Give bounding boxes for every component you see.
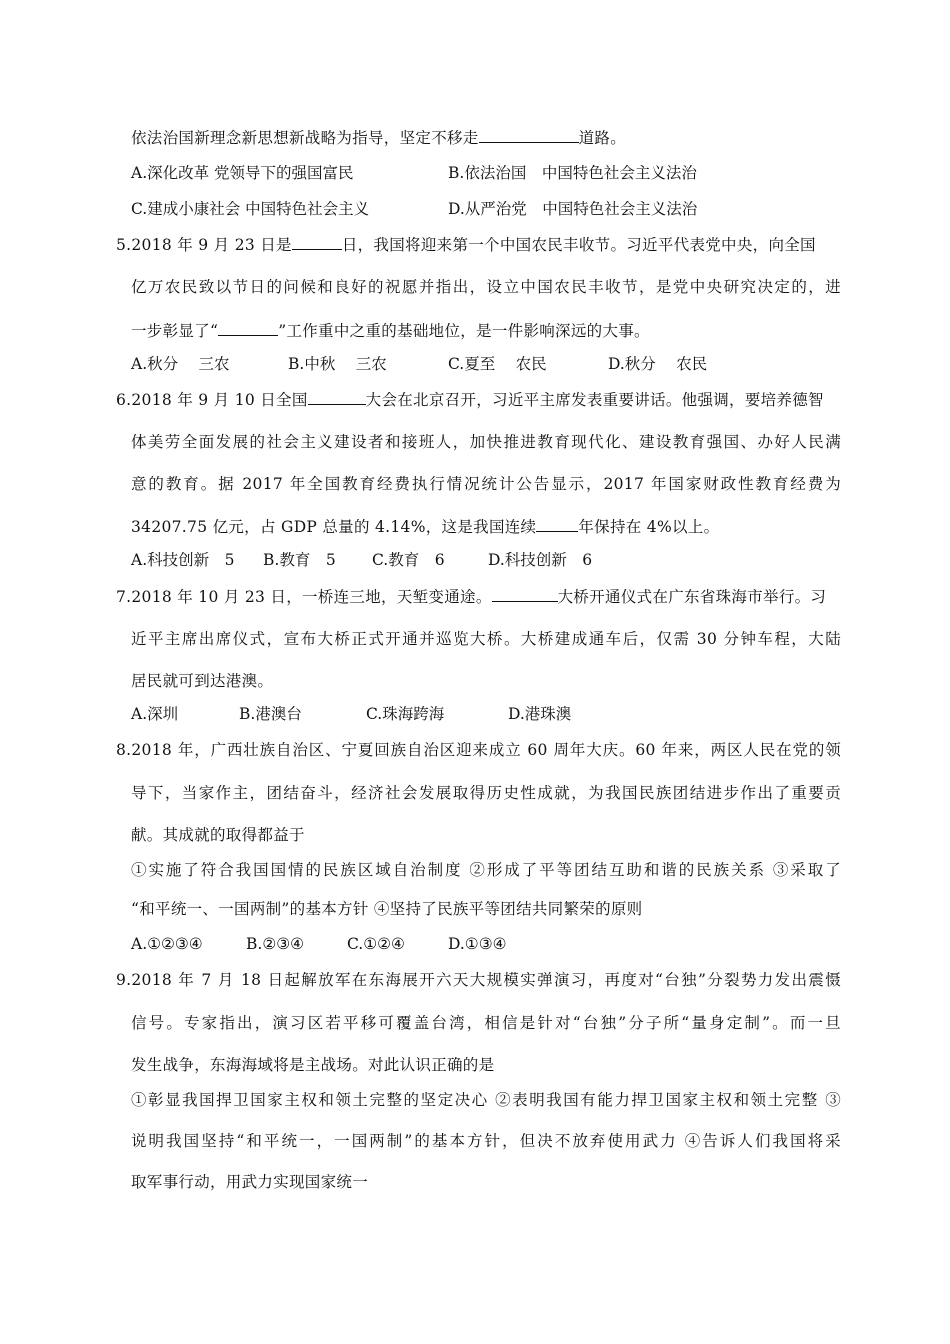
q6-option-a: A.科技创新 5 [131,551,235,569]
q5-stem-text-cont: ”工作重中之重的基础地位，是一件影响深远的大事。 [278,322,650,340]
q4-stem-text: 依法治国新理念新思想新战略为指导，坚定不移走 [131,129,479,147]
q8-option-c: C.①②④ [347,935,405,953]
q8-stem-line-1: 8.2018 年，广西壮族自治区、宁夏回族自治区迎来成立 60 周年大庆。60 年来，两区人民在党的领 [116,741,841,759]
q7-stem-line-2: 近平主席出席仪式，宣布大桥正式开通并巡览大桥。大桥建成通车后，仅需 30 分钟车程，大陆 [131,630,841,648]
q8-statements-line-1: ①实施了符合我国国情的民族区域自治制度 ②形成了平等团结互助和谐的民族关系 ③采取了 [131,861,841,879]
q8-option-d: D.①③④ [448,935,507,953]
q4-stem-line [131,126,841,149]
q7-stem-line-3: 居民就可到达港澳。 [131,672,274,690]
q5-stem-line-2: 亿万农民致以节日的问候和良好的祝愿并指出，设立中国农民丰收节，是党中央研究决定的，进 [131,278,841,296]
q6-stem-text-cont: 大会在北京召开，习近平主席发表重要讲话。他强调，要培养德智 [365,391,824,409]
q6-stem-text-cont: 年保持在 4%以上。 [578,518,720,536]
q6-stem-line-3: 意的教育。据 2017 年全国教育经费执行情况统计公告显示，2017 年国家财政性教育经费为 [131,475,841,493]
q4-option-a: A.深化改革 党领导下的强国富民 [131,164,354,182]
q9-statements-line-1: ①彰显我国捍卫国家主权和领土完整的坚定决心 ②表明我国有能力捍卫国家主权和领土完整 ③ [131,1091,841,1109]
q6-option-b: B.教育 5 [263,551,336,569]
q9-statements-line-2: 说明我国坚持“和平统一，一国两制”的基本方针，但决不放弃使用武力 ④告诉人们我国将采 [131,1132,841,1150]
q7-option-d: D.港珠澳 [508,705,572,723]
q7-stem-line-1 [116,585,841,608]
answer-blank [292,233,342,250]
q5-option-d: D.秋分 农民 [608,355,708,373]
q7-stem-text: 7.2018 年 10 月 23 日，一桥连三地，天堑变通途。 [116,588,492,606]
answer-blank [536,515,578,532]
q5-stem-line-1 [116,233,841,256]
q9-stem-line-1: 9.2018 年 7 月 18 日起解放军在东海展开六天大规模实弹演习，再度对“台独”分裂势力发出震慑 [116,971,841,989]
answer-blank [492,585,558,602]
q9-statements-line-3: 取军事行动，用武力实现国家统一 [131,1173,369,1191]
q6-stem-line-4 [131,515,841,538]
q6-option-d: D.科技创新 6 [488,551,593,569]
q4-stem-text-end: 道路。 [578,129,627,147]
q5-stem-text: 5.2018 年 9 月 23 日是 [116,236,292,254]
q8-stem-line-3: 献。其成就的取得都益于 [131,826,305,844]
answer-blank [479,126,579,143]
q8-statements-line-2: “和平统一、一国两制”的基本方针 ④坚持了民族平等团结共同繁荣的原则 [131,900,643,918]
q6-stem-line-2: 体美劳全面发展的社会主义建设者和接班人，加快推进教育现代化、建设教育强国、办好人民满 [131,433,841,451]
q6-option-c: C.教育 6 [372,551,445,569]
q6-stem-line-1 [116,388,841,411]
q8-stem-line-2: 导下，当家作主，团结奋斗，经济社会发展取得历史性成就，为我国民族团结进步作出了重要贡 [131,784,841,802]
q5-option-c: C.夏至 农民 [448,355,547,373]
q6-stem-text: 34207.75 亿元，占 GDP 总量的 4.14%，这是我国连续 [131,518,537,536]
q7-option-b: B.港澳台 [239,705,302,723]
q7-option-c: C.珠海跨海 [366,705,445,723]
q5-option-b: B.中秋 三农 [288,355,387,373]
q7-option-a: A.深圳 [131,705,179,723]
q8-option-b: B.②③④ [246,935,305,953]
q4-option-b: B.依法治国 中国特色社会主义法治 [448,164,697,182]
q9-stem-line-3: 发生战争，东海海域将是主战场。对此认识正确的是 [131,1056,495,1074]
q4-option-d: D.从严治党 中国特色社会主义法治 [448,200,698,218]
q5-stem-text: 一步彰显了“ [131,322,219,340]
answer-blank [218,319,278,336]
q5-option-a: A.秋分 三农 [131,355,230,373]
q8-option-a: A.①②③④ [131,935,203,953]
q5-stem-line-3 [131,319,841,342]
q7-stem-text-cont: 大桥开通仪式在广东省珠海市举行。习 [557,588,827,606]
q9-stem-line-2: 信号。专家指出，演习区若平移可覆盖台湾，相信是针对“台独”分子所“量身定制”。而一旦 [131,1014,841,1032]
q6-stem-text: 6.2018 年 9 月 10 日全国 [116,391,308,409]
q4-option-c: C.建成小康社会 中国特色社会主义 [131,200,370,218]
q5-stem-text-cont: 日，我国将迎来第一个中国农民丰收节。习近平代表党中央，向全国 [341,236,816,254]
answer-blank [308,388,366,405]
